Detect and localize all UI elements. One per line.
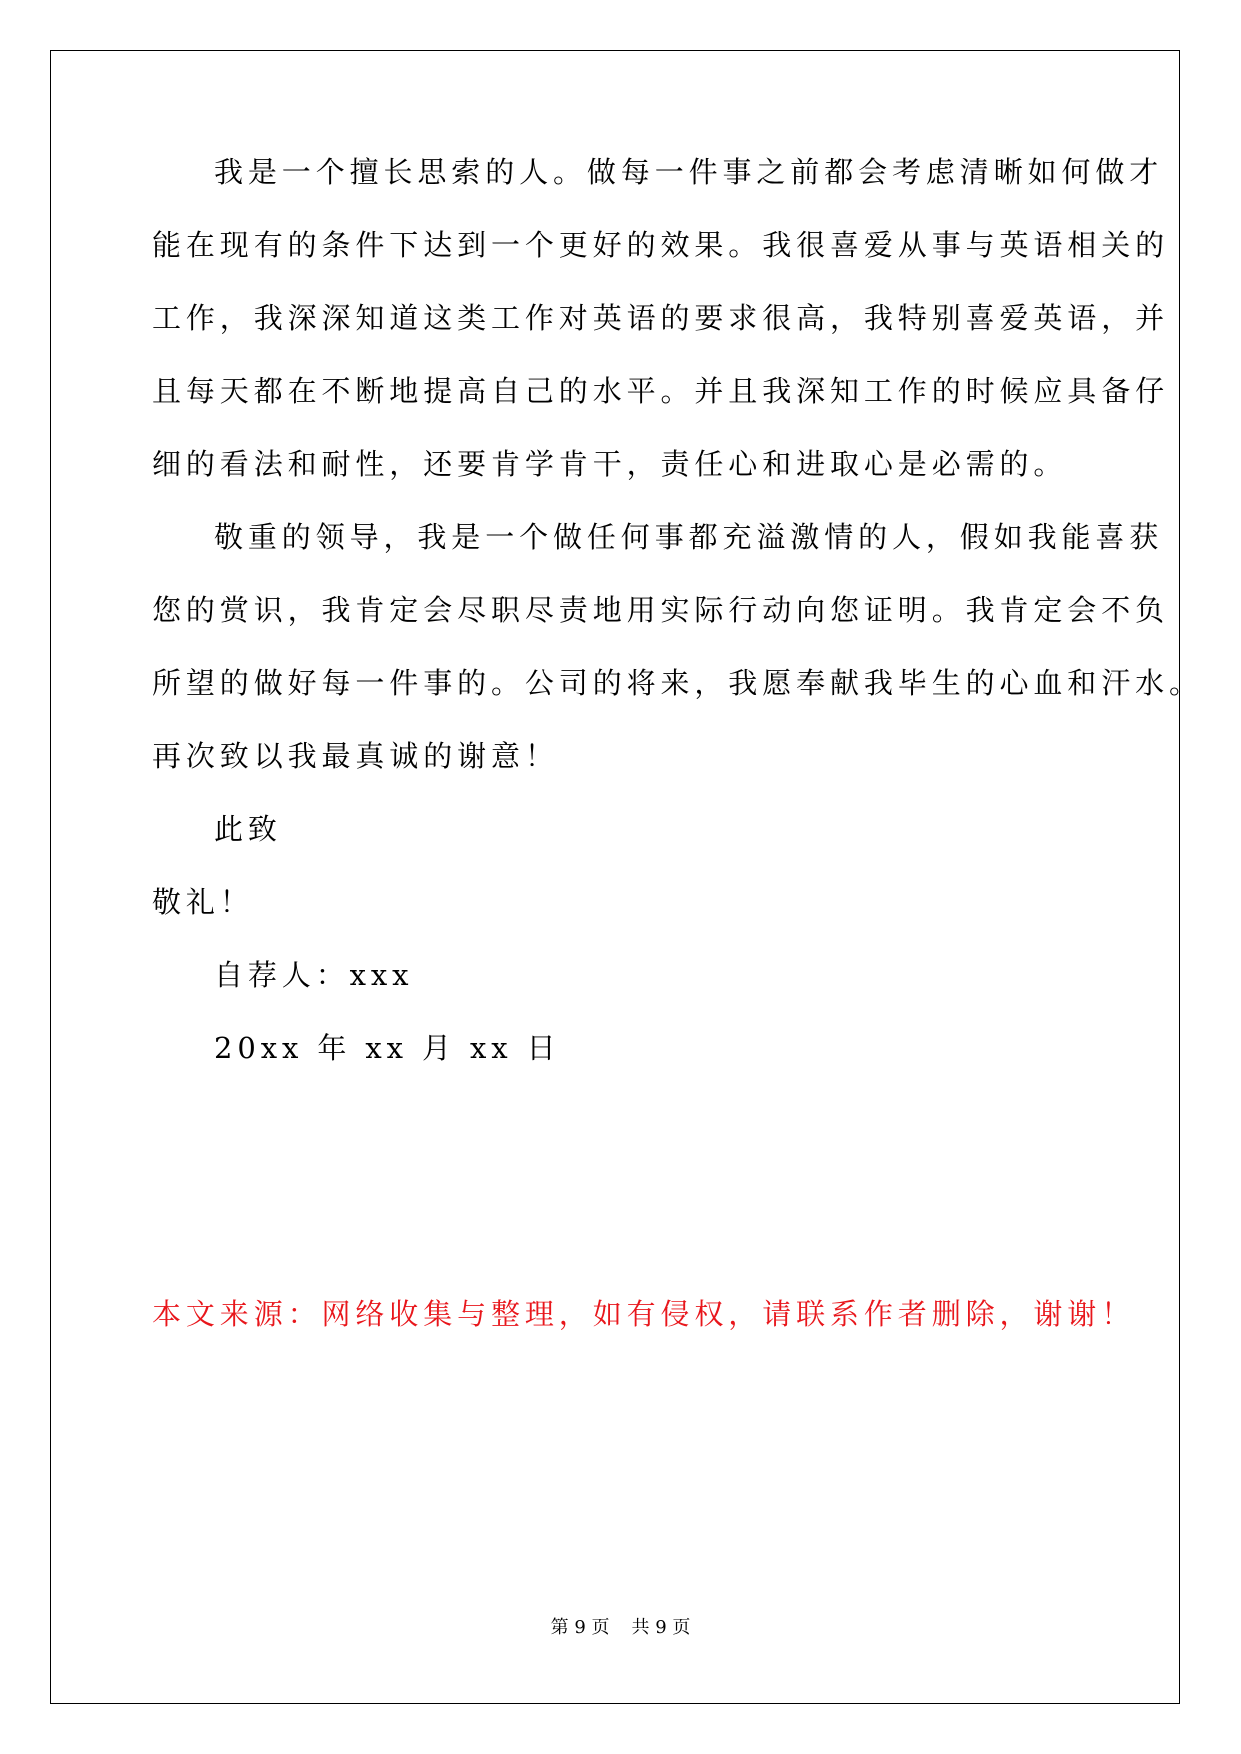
paragraph-1-line-5: 细的看法和耐性，还要肯学肯干，责任心和进取心是必需的。	[152, 447, 1068, 481]
source-notice: 本文来源：网络收集与整理，如有侵权，请联系作者删除，谢谢！	[152, 1297, 1136, 1331]
page-border	[50, 50, 1180, 1704]
page-footer	[0, 1616, 1241, 1640]
paragraph-2-line-4: 再次致以我最真诚的谢意！	[152, 739, 559, 773]
signature: 自荐人：xxx	[214, 958, 414, 992]
salute: 敬礼！	[152, 885, 254, 919]
paragraph-2-line-3: 所望的做好每一件事的。公司的将来，我愿奉献我毕生的心血和汗水。	[152, 666, 1203, 700]
date: 20xx 年 xx 月 xx 日	[214, 1031, 561, 1065]
paragraph-2-line-1: 敬重的领导，我是一个做任何事都充溢激情的人，假如我能喜获	[214, 520, 1164, 554]
paragraph-1-line-3: 工作，我深深知道这类工作对英语的要求很高，我特别喜爱英语，并	[152, 301, 1170, 335]
page-number-total: 共 9 页	[631, 1617, 691, 1638]
closing: 此致	[214, 812, 282, 846]
paragraph-2-line-2: 您的赏识，我肯定会尽职尽责地用实际行动向您证明。我肯定会不负	[152, 593, 1170, 627]
paragraph-1-line-1: 我是一个擅长思索的人。做每一件事之前都会考虑清晰如何做才	[214, 155, 1164, 189]
paragraph-1-line-2: 能在现有的条件下达到一个更好的效果。我很喜爱从事与英语相关的	[152, 228, 1170, 262]
page-number-current: 第 9 页	[550, 1617, 610, 1638]
paragraph-1-line-4: 且每天都在不断地提高自己的水平。并且我深知工作的时候应具备仔	[152, 374, 1170, 408]
